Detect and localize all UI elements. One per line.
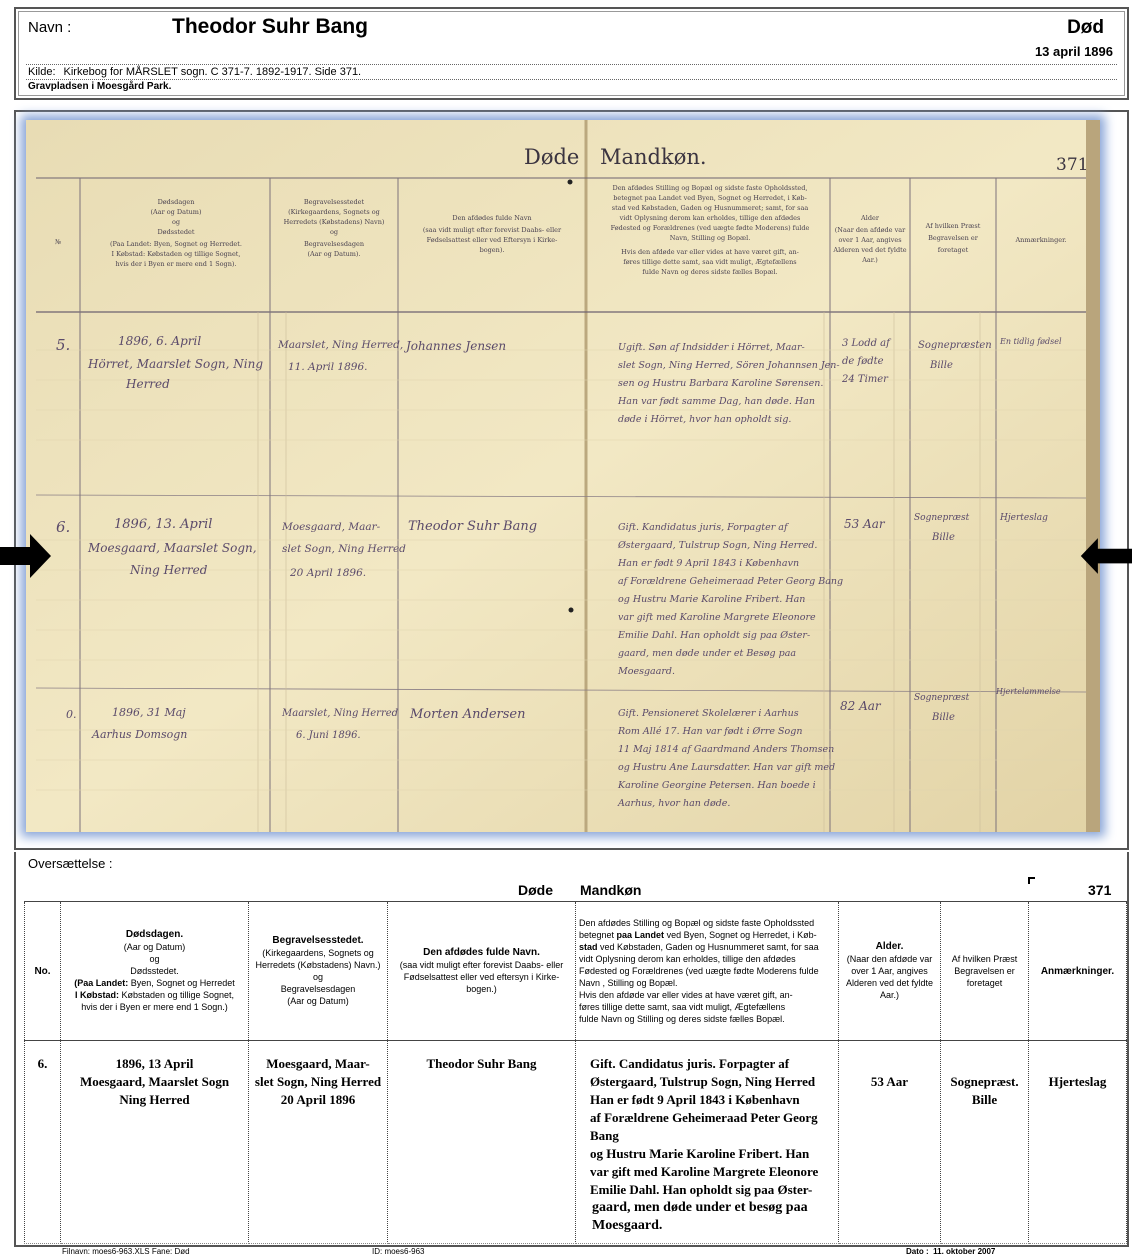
header-praest: Af hvilken Præst Begravelsen er foretaget (941, 902, 1029, 1041)
svg-text:Rom Allé 17. Han var født i Ør: Rom Allé 17. Han var født i Ørre Sogn (618, 726, 803, 737)
col4-header (611, 184, 810, 276)
header-begravelse: Begravelsesstedet. (Kirkegaardens, Sognets og Herredets (Købstadens) Navn.) og Begravelsesdagen (Aar og Datum) (249, 902, 388, 1041)
svg-text:Begravelsesstedet: Begravelsesstedet (303, 198, 365, 206)
translation-table (24, 901, 1127, 1244)
svg-text:Hjerteslag: Hjerteslag (1000, 513, 1048, 523)
svg-text:Navn, Stilling og Bopæl.: Navn, Stilling og Bopæl. (669, 234, 751, 242)
svg-text:6. Juni 1896.: 6. Juni 1896. (296, 730, 361, 741)
svg-text:Maarslet, Ning Herred,: Maarslet, Ning Herred, (278, 339, 404, 351)
footer-filename: Filnavn: moes6-963.XLS Fane: Død (62, 1247, 190, 1256)
svg-text:Morten Andersen: Morten Andersen (410, 707, 526, 722)
svg-text:Hjertelammelse: Hjertelammelse (996, 687, 1061, 696)
svg-text:stad ved Købstaden, Gaden og H: stad ved Købstaden, Gaden og Husnummeret; samt, for saa (611, 204, 809, 212)
divider (26, 79, 1117, 80)
svg-text:Aarhus Domsogn: Aarhus Domsogn (92, 728, 188, 741)
ink-dot (569, 608, 574, 613)
gravplads: Gravpladsen i Moesgård Park. (28, 81, 172, 92)
svg-text:over 1 Aar, angives: over 1 Aar, angives (838, 236, 902, 244)
svg-text:Bille: Bille (932, 532, 955, 543)
svg-text:af Forældrene Geheimeraad Pete: af Forældrene Geheimeraad Peter Georg Bang (618, 576, 844, 587)
svg-text:Theodor Suhr Bang: Theodor Suhr Bang (408, 519, 538, 534)
svg-text:Han var født samme Dag, han dø: Han var født samme Dag, han døde. Han (618, 396, 815, 407)
translation-page: 371 (1088, 882, 1112, 898)
svg-text:Ning Herred: Ning Herred (130, 563, 208, 577)
translation-label: Oversættelse : (28, 856, 113, 871)
svg-text:døde i Hörret, hvor han ophold: døde i Hörret, hvor han opholdt sig. (618, 414, 792, 425)
svg-text:I Købstad: Købstaden og tillig: I Købstad: Købstaden og tillige Sognet, (111, 250, 241, 258)
svg-text:var gift med Karoline Margrete: var gift med Karoline Margrete Eleonore (618, 612, 816, 623)
arrow-left-icon (1080, 530, 1132, 582)
svg-text:Sognepræst: Sognepræst (914, 693, 970, 703)
navn-label: Navn : (28, 19, 72, 36)
svg-text:53 Aar: 53 Aar (844, 517, 885, 531)
svg-text:slet Sogn, Ning Herred: slet Sogn, Ning Herred (282, 543, 406, 555)
svg-text:Den afdødes fulde Navn: Den afdødes fulde Navn (452, 214, 532, 222)
svg-text:bogen).: bogen). (479, 246, 505, 254)
svg-text:fulde Navn og deres sidste fæl: fulde Navn og deres sidste fælles Bopæl. (642, 268, 778, 276)
svg-text:Aar.): Aar.) (862, 256, 878, 264)
svg-text:Aarhus, hvor han døde.: Aarhus, hvor han døde. (618, 798, 731, 809)
svg-text:(Aar og Datum).: (Aar og Datum). (307, 250, 361, 258)
svg-text:Gift. Pensioneret Skolelærer i: Gift. Pensioneret Skolelærer i Aarhus (618, 708, 799, 719)
source-row (28, 66, 369, 78)
svg-text:betegnet paa Landet ved Byen,: betegnet paa Landet ved Byen, Sognet og Herredet, i Køb- (613, 194, 807, 202)
row-anmaerkninger: Hjerteslag (1029, 1041, 1127, 1244)
svg-text:1896, 31 Maj: 1896, 31 Maj (112, 706, 186, 719)
svg-text:Hörret, Maarslet Sogn, Ning: Hörret, Maarslet Sogn, Ning (88, 357, 264, 371)
svg-text:Karoline Georgine Petersen. Ha: Karoline Georgine Petersen. Han boede i (618, 780, 816, 791)
svg-text:20 April 1896.: 20 April 1896. (290, 567, 367, 579)
svg-text:hvis der i Byen er mere end 1: hvis der i Byen er mere end 1 Sogn). (115, 260, 237, 268)
svg-text:82 Aar: 82 Aar (840, 699, 881, 713)
svg-text:(Kirkegaardens, Sognets og: (Kirkegaardens, Sognets og (288, 208, 380, 216)
header-stilling: Den afdødes Stilling og Bopæl og sidste faste Opholdssted betegnet paa Landet ved Byen, Sognet og Herredet, i Køb- stad ved Købstaden, Gaden og Husnummeret samt, for saa vidt Oplysning derom kan erholdes, tillige den afdødes Fødested og Forældrenes (ved uægte fødte Moderens fulde Navn , Stilling og Bopæl. Hvis den afdøde var eller vides at have været gift, an- føres tillige dette samt, saa vidt muligt, Ægtefællens fulde Navn og Stilling og deres sidste fælles Bopæl. (576, 902, 839, 1041)
svg-text:(Naar den afdøde var: (Naar den afdøde var (834, 226, 906, 234)
svg-text:vidt Oplysning derom kan erhol: vidt Oplysning derom kan erholdes, tillige den afdødes (619, 214, 801, 222)
arrow-right-icon (0, 530, 52, 582)
footer-date-label: Dato : (906, 1247, 929, 1256)
svg-text:Bille: Bille (930, 360, 953, 371)
svg-text:føres tillige dette samt, saa: føres tillige dette samt, saa vidt muligt, Ægtefællens (623, 258, 797, 266)
row-stilling: Gift. Candidatus juris. Forpagter af Østergaard, Tulstrup Sogn, Ning Herred Han er født 9 April 1843 i København af Forældrene Geheimeraad Peter Georg Bang og Hustru Marie Karoline Fribert. Han var gift med Karoline Margrete Eleonore Emilie Dahl. Han opholdt sig paa Øster- gaard, men døde under et besøg paa Moesgaard. (576, 1041, 839, 1244)
svg-text:de fødte: de fødte (842, 356, 884, 367)
source-label: Kilde: (28, 66, 56, 78)
corner-mark (1028, 877, 1035, 884)
svg-text:Ugift. Søn af Indsidder i Hörr: Ugift. Søn af Indsidder i Hörret, Maar- (618, 342, 805, 353)
svg-text:3 Lodd af: 3 Lodd af (842, 338, 890, 349)
svg-text:Moesgaard.: Moesgaard. (618, 666, 675, 677)
dod-label: Død (1067, 17, 1104, 38)
svg-text:1896, 6. April: 1896, 6. April (118, 334, 202, 348)
svg-text:En tidlig fødsel: En tidlig fødsel (1000, 337, 1062, 346)
svg-text:og: og (171, 218, 181, 226)
person-name: Theodor Suhr Bang (172, 15, 368, 38)
header-no: No. (25, 902, 61, 1041)
svg-text:6.: 6. (56, 518, 71, 536)
svg-text:(Aar og Datum): (Aar og Datum) (150, 208, 202, 216)
row-begravelse: Moesgaard, Maar- slet Sogn, Ning Herred 20 April 1896 (249, 1041, 388, 1244)
svg-text:Dødsdagen: Dødsdagen (157, 198, 195, 206)
row-dodsdag: 1896, 13 April Moesgaard, Maarslet Sogn Ning Herred (61, 1041, 249, 1244)
svg-text:og: og (329, 228, 339, 236)
svg-text:Alderen ved det fyldte: Alderen ved det fyldte (833, 246, 907, 254)
svg-text:Begravelsesdagen: Begravelsesdagen (303, 240, 365, 248)
svg-text:Den afdødes Stilling og Bopæl: Den afdødes Stilling og Bopæl og sidste faste Opholdssted, (612, 184, 808, 192)
svg-text:Johannes Jensen: Johannes Jensen (406, 339, 507, 353)
svg-text:Emilie Dahl. Han opholdt sig p: Emilie Dahl. Han opholdt sig paa Øster- (618, 630, 811, 641)
book-edge (1086, 120, 1100, 832)
svg-text:1896, 13. April: 1896, 13. April (114, 517, 213, 532)
ink-dot (568, 180, 573, 185)
svg-text:og Hustru Marie Karoline Fribe: og Hustru Marie Karoline Fribert. Han (618, 594, 806, 605)
svg-text:(Paa Landet: Byen, Sognet og H: (Paa Landet: Byen, Sognet og Herredet. (110, 240, 242, 248)
svg-text:24 Timer: 24 Timer (842, 374, 888, 385)
svg-text:11. April 1896.: 11. April 1896. (288, 361, 368, 373)
register-title-left: Døde (524, 145, 580, 169)
svg-text:Fødselsattest eller ved Efters: Fødselsattest eller ved Eftersyn i Kirke- (426, 236, 558, 244)
svg-text:Moesgaard, Maarslet Sogn,: Moesgaard, Maarslet Sogn, (88, 541, 257, 555)
row-no: 6. (25, 1041, 61, 1244)
svg-text:Herred: Herred (126, 377, 170, 391)
footer-date-value: 11. oktober 2007 (933, 1247, 996, 1256)
svg-text:Hvis den afdøde var eller vide: Hvis den afdøde var eller vides at have været gift, an- (621, 248, 799, 256)
row-alder: 53 Aar (839, 1041, 941, 1244)
register-page: 371 (1056, 155, 1089, 175)
header-alder: Alder. (Naar den afdøde var over 1 Aar, angives Alderen ved det fyldte Aar.) (839, 902, 941, 1041)
svg-text:Moesgaard, Maar-: Moesgaard, Maar- (282, 521, 381, 533)
svg-text:sen og Hustru Barbara Karoline: sen og Hustru Barbara Karoline Sørensen. (618, 378, 824, 389)
source-text: Kirkebog for MÅRSLET sogn. C 371-7. 1892-1917. Side 371. (63, 66, 362, 78)
svg-text:Herredets (Købstadens) Navn): Herredets (Købstadens) Navn) (283, 218, 385, 226)
footer-id: ID: moes6-963 (372, 1247, 425, 1256)
svg-text:Bille: Bille (932, 712, 955, 723)
svg-text:Han er født 9 April 1843 i Køb: Han er født 9 April 1843 i København (618, 558, 800, 569)
table-row (25, 1041, 1127, 1244)
translation-title-right: Mandkøn (580, 882, 642, 898)
svg-text:Fødested og Forældrenes (ved u: Fødested og Forældrenes (ved uægte fødte Moderens) fulde (610, 224, 810, 232)
header-dodsdag: Dødsdagen. (Aar og Datum) og Dødsstedet. (Paa Landet: Byen, Sognet og Herredet I Købstad: Købstaden og tillige Sognet, hvis der i Byen er mere end 1 Sogn.) (61, 902, 249, 1041)
svg-text:Sognepræsten: Sognepræsten (918, 340, 992, 351)
translation-title-left: Døde (518, 882, 553, 898)
svg-text:gaard, men døde under et Besøg: gaard, men døde under et Besøg paa (618, 648, 797, 659)
svg-text:5.: 5. (56, 336, 71, 354)
header-navn: Den afdødes fulde Navn. (saa vidt muligt efter forevist Daabs- eller Fødselsattest eller ved eftersyn i Kirke- bogen.) (388, 902, 576, 1041)
row-navn: Theodor Suhr Bang (388, 1041, 576, 1244)
col-no-header: № (54, 238, 62, 246)
header-anmaerkninger: Anmærkninger. (1029, 902, 1127, 1041)
svg-text:0.: 0. (66, 708, 77, 721)
svg-text:(saa vidt muligt efter forevis: (saa vidt muligt efter forevist Daabs- eller (422, 226, 562, 234)
svg-text:Af hvilken Præst: Af hvilken Præst (925, 222, 981, 230)
divider (26, 64, 1117, 65)
svg-text:Sognepræst: Sognepræst (914, 513, 970, 523)
svg-text:11 Maj 1814 af Gaardmand Ander: 11 Maj 1814 af Gaardmand Anders Thomsen (618, 744, 835, 755)
svg-text:Østergaard, Tulstrup Sogn, Nin: Østergaard, Tulstrup Sogn, Ning Herred. (618, 540, 818, 551)
register-title-right: Mandkøn. (600, 145, 707, 169)
svg-text:Dødsstedet: Dødsstedet (157, 228, 195, 236)
footer-date (906, 1247, 995, 1256)
svg-text:og Hustru Ane Laursdatter. Han: og Hustru Ane Laursdatter. Han var gift med (618, 762, 836, 773)
svg-text:foretaget: foretaget (937, 246, 969, 254)
row-praest: Sognepræst. Bille (941, 1041, 1029, 1244)
register-photo (26, 120, 1100, 832)
death-date: 13 april 1896 (1034, 44, 1113, 59)
register-photo-svg (26, 120, 1100, 832)
svg-text:Gift. Kandidatus juris, Forpag: Gift. Kandidatus juris, Forpagter af (618, 522, 788, 533)
svg-text:Maarslet, Ning Herred: Maarslet, Ning Herred (282, 708, 399, 719)
svg-text:Alder: Alder (861, 214, 879, 222)
col7-header: Anmærkninger. (1015, 236, 1067, 244)
svg-text:slet Sogn, Ning Herred, Sören: slet Sogn, Ning Herred, Sören Johannsen Jen- (618, 360, 840, 371)
svg-text:Begravelsen er: Begravelsen er (928, 234, 978, 242)
